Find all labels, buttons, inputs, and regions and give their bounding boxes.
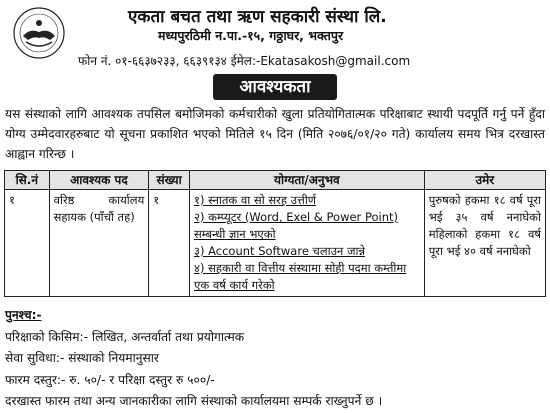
cell-sn: १ [5,190,50,297]
qualification-item: २) कम्प्यूटर (Word, Exel & Power Point) सम्बन्धी ज्ञान भएको [193,210,398,241]
cell-count: १ [149,190,190,297]
header-age: उमेर [424,171,545,190]
header-sn: सि.नं [5,171,50,190]
qualification-item: १) स्नातक वा सो सरह उत्तीर्ण [193,193,317,207]
header-count: संख्या [149,171,190,190]
cell-qualification [189,190,424,297]
organization-contact: फोन नं. ०१-६६३७२३३, ६६३९१३४ ईमेल:-Ekatasakosh@gmail.com [78,54,411,68]
cell-post: वरिष्ठ कार्यालय सहायक (पाँचौं तह) [49,190,149,297]
handshake-hands-logo-icon [12,6,66,60]
organization-name: एकता बचत तथा ऋण सहकारी संस्था लि. [128,7,387,27]
footer-heading: पुनश्च:- [5,308,42,322]
organization-address: मध्यपुरठिमी न.पा.-१५, गठ्ठाघर, भक्तपुर [158,28,344,43]
footer-line-exam-type: परिक्षाको किसिम:- लिखित, अन्तर्वार्ता तथा प्रयोगात्मक [5,329,245,344]
qualification-item: ४) सहकारी वा वित्तीय संस्थामा सोही पदमा कम्तीमा एक वर्ष कार्य गरेको [193,261,407,292]
vacancy-table [4,170,546,297]
header-qualification: योग्यता/अनुभव [189,171,424,190]
qualification-item: ३) Account Software चलाउन जान्ने [193,244,366,258]
cell-age: पुरुषको हकमा १८ वर्ष पूरा भई ३५ वर्ष ननाघेको महिलाको हकमा १८ वर्ष पूरा भई ४० वर्ष ननाघेको [424,190,545,297]
footer-line-fee: फारम दस्तुर:- रु. ५०/- र परिक्षा दस्तुर रु ५००/- [5,372,215,387]
header-post: आवश्यक पद [49,171,149,190]
table-row [5,190,546,297]
footer-line-contact: दरखास्त फारम तथा अन्य जानकारीका लागि संस्थाको कार्यालयमा सम्पर्क राख्नुपर्ने छ । [5,394,383,408]
footer-line-benefits: सेवा सुविधा:- संस्थाको नियमानुसार [5,351,159,365]
footer-notes [5,305,545,413]
vacancy-banner: आवश्यकता [213,74,337,100]
intro-paragraph: यस संस्थाको लागि आवश्यक तपसिल बमोजिमको कर्मचारीको खुला प्रतियोगितात्मक परिक्षाबाट स्थायी पदपूर्ति गर्नु पर्ने हुँदा योग्य उम्मेदवारहरुबाट यो सूचना प्रकाशित भएको मितिले १५ दिन (मिति २०७६/०१/२० गते) कार्यालय समय भित्र दरखास्त आह्वान गरिन्छ । [5,107,545,161]
table-header-row [5,171,546,190]
